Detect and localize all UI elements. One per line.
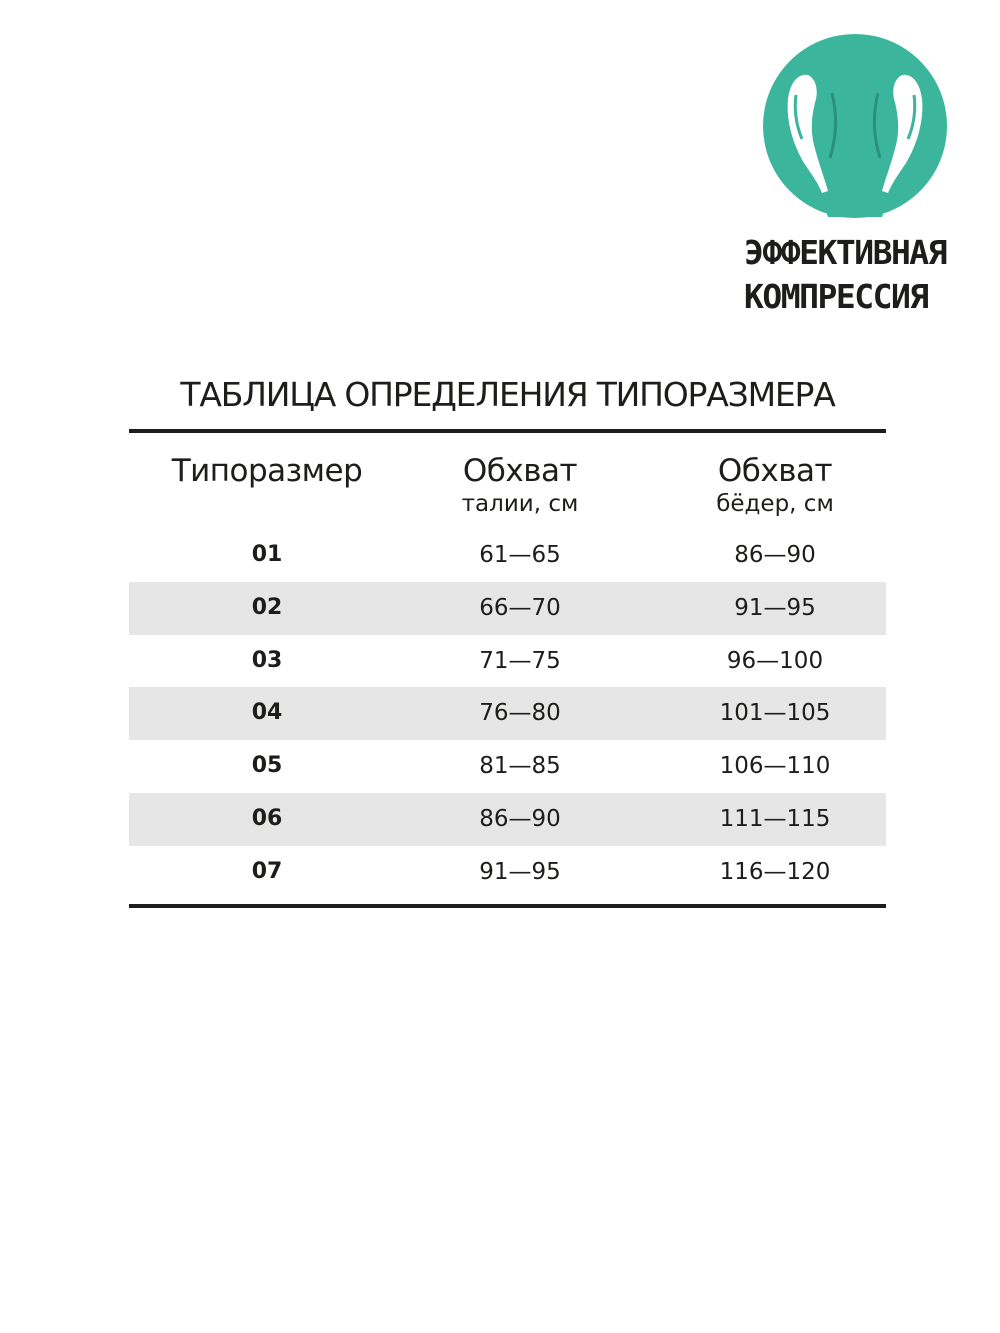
table-body — [129, 529, 886, 899]
cell-waist: 71—75 — [479, 647, 561, 674]
cell-hips: 106—110 — [719, 753, 831, 780]
table-row — [129, 687, 886, 740]
header-size-label: Типоразмер — [171, 453, 363, 489]
cell-hips: 86—90 — [734, 542, 816, 568]
cell-waist: 81—85 — [479, 753, 561, 780]
header-waist-label: Обхват — [462, 453, 578, 489]
cell-hips: 111—115 — [719, 805, 831, 832]
table-row — [129, 582, 886, 635]
header-size — [129, 452, 405, 490]
table-row — [129, 793, 886, 846]
logo-text-line1: ЭФФЕКТИВНАЯ — [744, 233, 947, 272]
cell-size: 07 — [251, 858, 283, 884]
header-waist — [405, 452, 635, 518]
cell-waist: 61—65 — [479, 542, 561, 568]
table-row — [129, 846, 886, 899]
cell-waist: 66—70 — [479, 594, 561, 621]
table-top-rule — [129, 429, 886, 433]
cell-hips: 91—95 — [734, 594, 816, 621]
cell-hips: 96—100 — [726, 647, 824, 674]
header-hips-unit: бёдер, см — [716, 491, 834, 517]
cell-size: 02 — [251, 594, 283, 620]
table-row — [129, 529, 886, 582]
cell-hips: 116—120 — [719, 858, 831, 885]
cell-size: 01 — [251, 542, 283, 567]
cell-hips: 101—105 — [719, 700, 831, 727]
cell-size: 03 — [251, 647, 283, 673]
cell-waist: 86—90 — [479, 805, 561, 832]
logo-text-line2: КОМПРЕССИЯ — [744, 277, 928, 316]
brand-logo — [740, 30, 970, 320]
table-bottom-rule — [129, 904, 886, 908]
header-hips — [635, 452, 915, 518]
cell-waist: 76—80 — [479, 700, 561, 727]
table-header — [129, 452, 886, 527]
header-hips-label: Обхват — [717, 453, 833, 489]
cell-size: 05 — [251, 753, 283, 779]
table-row — [129, 635, 886, 688]
table-title: ТАБЛИЦА ОПРЕДЕЛЕНИЯ ТИПОРАЗМЕРА — [180, 375, 835, 414]
header-waist-unit: талии, см — [461, 491, 579, 517]
torso-with-hands-icon — [762, 33, 948, 219]
cell-size: 06 — [251, 805, 283, 831]
cell-size: 04 — [251, 700, 283, 726]
table-row — [129, 740, 886, 793]
cell-waist: 91—95 — [479, 858, 561, 885]
